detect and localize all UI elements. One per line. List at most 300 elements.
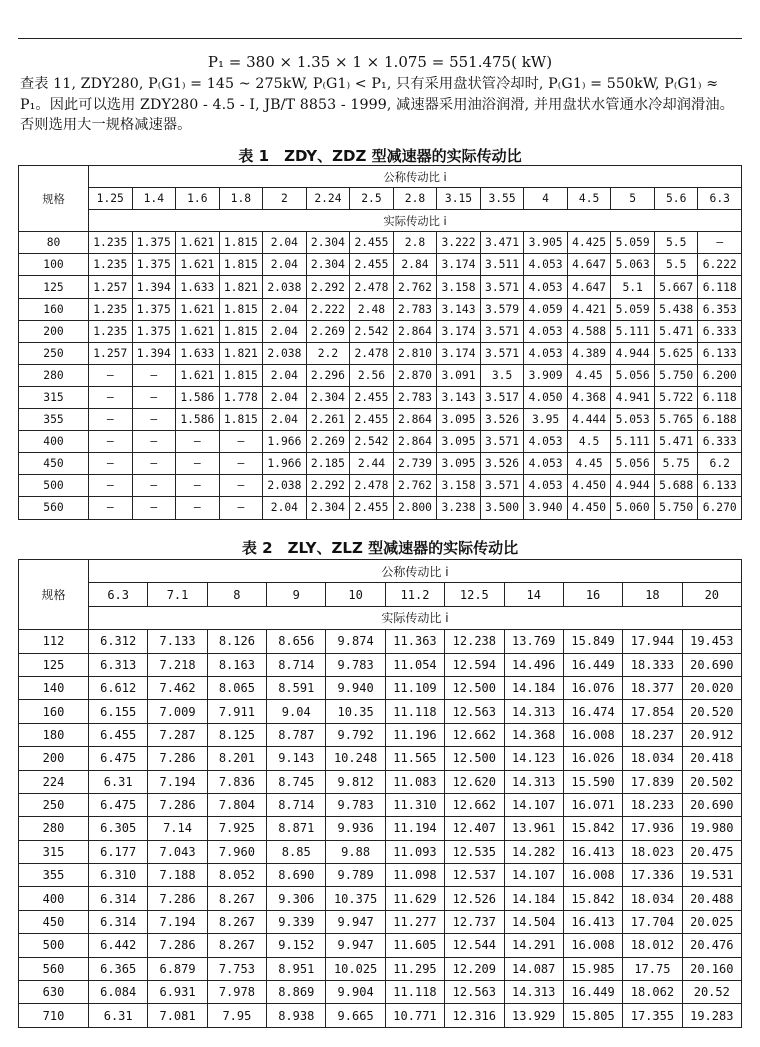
actual-ratio-cell: 8.690 xyxy=(267,864,326,887)
table-row xyxy=(19,386,742,408)
table-row xyxy=(19,653,742,676)
actual-ratio-cell: 12.526 xyxy=(445,887,504,910)
table-row xyxy=(19,723,742,746)
actual-ratio-cell: 16.413 xyxy=(563,910,622,933)
table-row xyxy=(19,453,742,475)
actual-ratio-cell: 6.314 xyxy=(89,887,148,910)
actual-ratio-cell: 12.594 xyxy=(445,653,504,676)
actual-ratio-cell: 6.475 xyxy=(89,747,148,770)
actual-ratio-cell: 2.870 xyxy=(393,364,437,386)
actual-ratio-cell: 2.478 xyxy=(350,475,394,497)
actual-ratio-cell: 7.194 xyxy=(148,910,207,933)
spec-cell: 710 xyxy=(19,1004,89,1027)
actual-ratio-cell: 17.75 xyxy=(623,957,682,980)
actual-ratio-cell: 16.008 xyxy=(563,864,622,887)
actual-ratio-cell: 14.107 xyxy=(504,864,563,887)
actual-ratio-cell: 16.076 xyxy=(563,676,622,699)
actual-ratio-cell: 1.235 xyxy=(89,232,133,254)
actual-ratio-cell: 2.478 xyxy=(350,276,394,298)
actual-ratio-cell: 2.455 xyxy=(350,386,394,408)
actual-ratio-cell: 2.84 xyxy=(393,254,437,276)
table-row xyxy=(19,497,742,519)
actual-ratio-cell: 4.425 xyxy=(567,232,611,254)
spec-cell: 500 xyxy=(19,934,89,957)
actual-ratio-cell: 13.929 xyxy=(504,1004,563,1027)
actual-ratio-cell: 5.056 xyxy=(611,453,655,475)
actual-ratio-cell: 8.745 xyxy=(267,770,326,793)
table-row xyxy=(19,981,742,1004)
actual-ratio-cell: 1.621 xyxy=(176,298,220,320)
actual-ratio-cell: 5.111 xyxy=(611,320,655,342)
table-row xyxy=(19,364,742,386)
actual-ratio-cell: 7.978 xyxy=(207,981,266,1004)
actual-ratio-cell: 3.571 xyxy=(480,276,524,298)
actual-ratio-cell: 14.313 xyxy=(504,700,563,723)
spec-cell: 180 xyxy=(19,723,89,746)
actual-ratio-cell: 4.053 xyxy=(524,254,568,276)
table-row xyxy=(19,676,742,699)
actual-ratio-cell: 6.133 xyxy=(698,475,742,497)
nominal-values-row xyxy=(19,583,742,606)
actual-ratio-cell: 7.009 xyxy=(148,700,207,723)
spec-cell: 280 xyxy=(19,364,89,386)
actual-ratio-cell: 1.375 xyxy=(132,298,176,320)
actual-ratio-cell: 2.296 xyxy=(306,364,350,386)
actual-ratio-cell: 4.444 xyxy=(567,409,611,431)
actual-ratio-cell: — xyxy=(219,453,263,475)
actual-ratio-cell: 9.88 xyxy=(326,840,385,863)
actual-ratio-cell: 3.095 xyxy=(437,431,481,453)
actual-ratio-cell: 3.158 xyxy=(437,475,481,497)
actual-ratio-cell: 4.450 xyxy=(567,497,611,519)
nominal-ratio-cell: 3.15 xyxy=(437,188,481,210)
nominal-ratio-cell: 7.1 xyxy=(148,583,207,606)
actual-ratio-cell: 3.571 xyxy=(480,320,524,342)
actual-ratio-cell: 9.812 xyxy=(326,770,385,793)
nominal-ratio-cell: 18 xyxy=(623,583,682,606)
actual-ratio-cell: 11.295 xyxy=(385,957,444,980)
top-rule xyxy=(18,38,742,39)
actual-ratio-cell: 18.034 xyxy=(623,747,682,770)
actual-ratio-cell: 17.944 xyxy=(623,630,682,653)
actual-ratio-cell: 5.063 xyxy=(611,254,655,276)
actual-ratio-cell: 1.235 xyxy=(89,254,133,276)
actual-ratio-cell: 19.283 xyxy=(682,1004,741,1027)
actual-ratio-cell: 4.588 xyxy=(567,320,611,342)
actual-ratio-cell: 12.563 xyxy=(445,700,504,723)
actual-ratio-cell: 1.633 xyxy=(176,342,220,364)
actual-ratio-cell: 8.871 xyxy=(267,817,326,840)
header-row-nominal xyxy=(19,166,742,188)
header-row-nominal xyxy=(19,560,742,583)
actual-ratio-cell: 4.944 xyxy=(611,342,655,364)
nominal-ratio-cell: 1.8 xyxy=(219,188,263,210)
actual-ratio-cell: 2.261 xyxy=(306,409,350,431)
actual-ratio-cell: 10.771 xyxy=(385,1004,444,1027)
actual-ratio-cell: — xyxy=(219,431,263,453)
actual-ratio-cell: 2.304 xyxy=(306,254,350,276)
nominal-ratio-cell: 9 xyxy=(267,583,326,606)
nominal-ratio-cell: 20 xyxy=(682,583,741,606)
spec-cell: 112 xyxy=(19,630,89,653)
actual-ratio-cell: 8.163 xyxy=(207,653,266,676)
actual-ratio-cell: 1.821 xyxy=(219,342,263,364)
table1-zdy-zdz-ratios xyxy=(18,165,742,520)
actual-ratio-cell: 9.874 xyxy=(326,630,385,653)
actual-ratio-cell: 6.2 xyxy=(698,453,742,475)
actual-ratio-cell: 3.500 xyxy=(480,497,524,519)
spec-cell: 400 xyxy=(19,431,89,453)
spec-cell: 400 xyxy=(19,887,89,910)
actual-ratio-cell: 3.143 xyxy=(437,386,481,408)
actual-ratio-cell: 10.35 xyxy=(326,700,385,723)
actual-ratio-cell: 12.620 xyxy=(445,770,504,793)
table-row xyxy=(19,276,742,298)
spec-cell: 560 xyxy=(19,497,89,519)
actual-ratio-cell: 5.750 xyxy=(654,364,698,386)
actual-ratio-cell: 2.478 xyxy=(350,342,394,364)
actual-ratio-cell: 7.836 xyxy=(207,770,266,793)
nominal-ratio-cell: 4 xyxy=(524,188,568,210)
table2-caption: 表 2 ZLY、ZLZ 型减速器的实际传动比 xyxy=(241,539,519,557)
actual-ratio-cell: 6.455 xyxy=(89,723,148,746)
actual-ratio-cell: 7.960 xyxy=(207,840,266,863)
actual-ratio-cell: 2.304 xyxy=(306,386,350,408)
nominal-ratio-cell: 16 xyxy=(563,583,622,606)
actual-ratio-cell: — xyxy=(176,475,220,497)
actual-ratio-cell: 18.062 xyxy=(623,981,682,1004)
spec-header: 规格 xyxy=(19,166,89,232)
actual-ratio-cell: 2.56 xyxy=(350,364,394,386)
spec-header: 规格 xyxy=(19,560,89,630)
actual-ratio-cell: 3.471 xyxy=(480,232,524,254)
actual-ratio-cell: 6.353 xyxy=(698,298,742,320)
actual-ratio-cell: 14.123 xyxy=(504,747,563,770)
table-row xyxy=(19,793,742,816)
table-row xyxy=(19,298,742,320)
actual-ratio-cell: 1.633 xyxy=(176,276,220,298)
actual-ratio-cell: 2.292 xyxy=(306,475,350,497)
actual-ratio-cell: 6.118 xyxy=(698,276,742,298)
actual-ratio-cell: 2.038 xyxy=(263,276,307,298)
actual-ratio-cell: 3.517 xyxy=(480,386,524,408)
spec-cell: 224 xyxy=(19,770,89,793)
actual-ratio-cell: 5.060 xyxy=(611,497,655,519)
body-paragraph: 查表 11, ZDY280, P₍G1₎ = 145 ~ 275kW, P₍G1₎ < P₁, 只有采用盘状管冷却时, P₍G1₎ = 550kW, P₍G1₎ ≈ P₁。因此可以选用 ZDY280 - 4.5 - Ⅰ, JB/T 8853 - 1999, 减速器采用油浴润滑, 并用盘状水管通水冷却润滑油。否则选用大一规格减速器。 xyxy=(20,76,734,133)
actual-ratio-cell: 7.043 xyxy=(148,840,207,863)
actual-ratio-cell: 16.008 xyxy=(563,723,622,746)
actual-ratio-cell: 12.238 xyxy=(445,630,504,653)
table-row xyxy=(19,431,742,453)
actual-ratio-cell: 6.155 xyxy=(89,700,148,723)
actual-ratio-cell: 6.133 xyxy=(698,342,742,364)
actual-ratio-cell: 8.267 xyxy=(207,910,266,933)
actual-ratio-cell: 8.052 xyxy=(207,864,266,887)
actual-ratio-cell: 5.765 xyxy=(654,409,698,431)
actual-ratio-cell: 1.966 xyxy=(263,453,307,475)
actual-ratio-cell: — xyxy=(698,232,742,254)
spec-cell: 355 xyxy=(19,409,89,431)
actual-ratio-cell: 18.333 xyxy=(623,653,682,676)
actual-ratio-cell: 1.621 xyxy=(176,320,220,342)
table-row xyxy=(19,910,742,933)
spec-cell: 100 xyxy=(19,254,89,276)
actual-ratio-cell: 11.109 xyxy=(385,676,444,699)
actual-ratio-cell: — xyxy=(176,431,220,453)
spec-cell: 80 xyxy=(19,232,89,254)
actual-ratio-cell: 7.753 xyxy=(207,957,266,980)
spec-cell: 630 xyxy=(19,981,89,1004)
actual-ratio-cell: 5.625 xyxy=(654,342,698,364)
actual-ratio-cell: 19.453 xyxy=(682,630,741,653)
actual-ratio-cell: 16.413 xyxy=(563,840,622,863)
actual-ratio-cell: 2.04 xyxy=(263,386,307,408)
actual-ratio-cell: 14.496 xyxy=(504,653,563,676)
nominal-ratio-cell: 11.2 xyxy=(385,583,444,606)
spec-cell: 200 xyxy=(19,747,89,770)
actual-ratio-cell: 7.462 xyxy=(148,676,207,699)
actual-ratio-cell: 2.04 xyxy=(263,298,307,320)
actual-ratio-cell: 8.714 xyxy=(267,653,326,676)
actual-ratio-cell: 3.238 xyxy=(437,497,481,519)
actual-ratio-cell: 9.904 xyxy=(326,981,385,1004)
actual-ratio-cell: 12.537 xyxy=(445,864,504,887)
actual-ratio-cell: 20.502 xyxy=(682,770,741,793)
actual-ratio-cell: 15.805 xyxy=(563,1004,622,1027)
actual-ratio-cell: 7.194 xyxy=(148,770,207,793)
actual-ratio-cell: 7.286 xyxy=(148,747,207,770)
actual-ratio-cell: 14.107 xyxy=(504,793,563,816)
actual-ratio-cell: 6.365 xyxy=(89,957,148,980)
actual-ratio-cell: 1.966 xyxy=(263,431,307,453)
actual-ratio-cell: 2.8 xyxy=(393,232,437,254)
actual-ratio-cell: 11.194 xyxy=(385,817,444,840)
nominal-ratio-cell: 5 xyxy=(611,188,655,210)
actual-ratio-cell: 2.455 xyxy=(350,232,394,254)
actual-ratio-cell: 3.571 xyxy=(480,342,524,364)
actual-ratio-cell: 5.438 xyxy=(654,298,698,320)
actual-ratio-cell: 2.739 xyxy=(393,453,437,475)
actual-ratio-cell: 2.810 xyxy=(393,342,437,364)
spec-cell: 280 xyxy=(19,817,89,840)
table2-zly-zlz-ratios xyxy=(18,559,742,1028)
actual-ratio-cell: 6.084 xyxy=(89,981,148,1004)
actual-ratio-cell: 3.174 xyxy=(437,342,481,364)
actual-ratio-cell: 7.925 xyxy=(207,817,266,840)
actual-ratio-cell: 5.667 xyxy=(654,276,698,298)
actual-ratio-cell: 7.804 xyxy=(207,793,266,816)
actual-ratio-cell: 3.909 xyxy=(524,364,568,386)
actual-ratio-cell: — xyxy=(89,364,133,386)
header-row-actual xyxy=(19,210,742,232)
table-row xyxy=(19,840,742,863)
actual-ratio-cell: 12.662 xyxy=(445,723,504,746)
actual-ratio-cell: 20.912 xyxy=(682,723,741,746)
actual-ratio-cell: 3.222 xyxy=(437,232,481,254)
table-row xyxy=(19,475,742,497)
actual-ratio-cell: — xyxy=(132,386,176,408)
actual-ratio-cell: 2.864 xyxy=(393,320,437,342)
table-row xyxy=(19,630,742,653)
actual-ratio-cell: 20.520 xyxy=(682,700,741,723)
actual-ratio-cell: — xyxy=(219,497,263,519)
actual-ratio-cell: 16.008 xyxy=(563,934,622,957)
actual-ratio-cell: 9.940 xyxy=(326,676,385,699)
actual-ratio-cell: 9.947 xyxy=(326,934,385,957)
actual-ratio-cell: 11.098 xyxy=(385,864,444,887)
actual-ratio-cell: 2.455 xyxy=(350,409,394,431)
actual-ratio-cell: 2.800 xyxy=(393,497,437,519)
actual-ratio-cell: 18.023 xyxy=(623,840,682,863)
actual-ratio-cell: — xyxy=(89,431,133,453)
actual-ratio-cell: 4.053 xyxy=(524,475,568,497)
nominal-ratio-cell: 6.3 xyxy=(89,583,148,606)
actual-ratio-cell: 5.750 xyxy=(654,497,698,519)
actual-ratio-cell: 1.815 xyxy=(219,320,263,342)
actual-ratio-cell: 18.034 xyxy=(623,887,682,910)
actual-ratio-cell: 6.313 xyxy=(89,653,148,676)
actual-ratio-cell: — xyxy=(132,431,176,453)
actual-ratio-cell: 2.04 xyxy=(263,409,307,431)
actual-ratio-cell: 7.14 xyxy=(148,817,207,840)
actual-ratio-cell: 17.355 xyxy=(623,1004,682,1027)
actual-ratio-cell: 8.591 xyxy=(267,676,326,699)
actual-ratio-cell: 1.815 xyxy=(219,254,263,276)
actual-ratio-cell: 14.184 xyxy=(504,887,563,910)
actual-ratio-cell: 11.054 xyxy=(385,653,444,676)
actual-ratio-cell: 15.590 xyxy=(563,770,622,793)
actual-ratio-cell: 2.304 xyxy=(306,497,350,519)
nominal-ratio-cell: 10 xyxy=(326,583,385,606)
actual-ratio-cell: 18.377 xyxy=(623,676,682,699)
actual-ratio-cell: 2.292 xyxy=(306,276,350,298)
actual-ratio-header: 实际传动比 i xyxy=(89,210,742,232)
actual-ratio-cell: 8.125 xyxy=(207,723,266,746)
actual-ratio-cell: 2.783 xyxy=(393,386,437,408)
actual-ratio-cell: — xyxy=(132,497,176,519)
table-row xyxy=(19,817,742,840)
actual-ratio-cell: 9.783 xyxy=(326,793,385,816)
actual-ratio-cell: 2.038 xyxy=(263,475,307,497)
actual-ratio-cell: 17.336 xyxy=(623,864,682,887)
actual-ratio-cell: 8.126 xyxy=(207,630,266,653)
actual-ratio-cell: 12.209 xyxy=(445,957,504,980)
nominal-ratio-cell: 3.55 xyxy=(480,188,524,210)
actual-ratio-cell: — xyxy=(176,497,220,519)
actual-ratio-cell: 16.449 xyxy=(563,653,622,676)
actual-ratio-cell: 6.312 xyxy=(89,630,148,653)
spec-cell: 140 xyxy=(19,676,89,699)
actual-ratio-cell: 2.762 xyxy=(393,276,437,298)
actual-ratio-cell: 6.310 xyxy=(89,864,148,887)
actual-ratio-cell: — xyxy=(89,386,133,408)
actual-ratio-cell: — xyxy=(132,453,176,475)
actual-ratio-cell: 3.940 xyxy=(524,497,568,519)
actual-ratio-cell: 11.118 xyxy=(385,981,444,1004)
actual-ratio-cell: 17.839 xyxy=(623,770,682,793)
actual-ratio-cell: 5.688 xyxy=(654,475,698,497)
actual-ratio-cell: 9.936 xyxy=(326,817,385,840)
actual-ratio-cell: 6.188 xyxy=(698,409,742,431)
table-row xyxy=(19,700,742,723)
actual-ratio-cell: 1.815 xyxy=(219,364,263,386)
actual-ratio-cell: 8.869 xyxy=(267,981,326,1004)
actual-ratio-cell: 1.621 xyxy=(176,254,220,276)
actual-ratio-cell: 3.905 xyxy=(524,232,568,254)
actual-ratio-cell: 6.475 xyxy=(89,793,148,816)
spec-cell: 125 xyxy=(19,653,89,676)
actual-ratio-cell: 13.961 xyxy=(504,817,563,840)
actual-ratio-cell: 3.579 xyxy=(480,298,524,320)
actual-ratio-cell: 9.306 xyxy=(267,887,326,910)
actual-ratio-cell: 5.5 xyxy=(654,232,698,254)
actual-ratio-cell: 1.821 xyxy=(219,276,263,298)
actual-ratio-cell: 1.778 xyxy=(219,386,263,408)
actual-ratio-cell: 5.75 xyxy=(654,453,698,475)
actual-ratio-cell: — xyxy=(132,475,176,497)
actual-ratio-cell: 12.544 xyxy=(445,934,504,957)
actual-ratio-cell: 5.053 xyxy=(611,409,655,431)
actual-ratio-cell: 4.45 xyxy=(567,364,611,386)
header-row-actual xyxy=(19,606,742,629)
table-row xyxy=(19,409,742,431)
actual-ratio-cell: 17.854 xyxy=(623,700,682,723)
actual-ratio-cell: 3.091 xyxy=(437,364,481,386)
actual-ratio-cell: 3.158 xyxy=(437,276,481,298)
actual-ratio-cell: 1.375 xyxy=(132,254,176,276)
actual-ratio-cell: 8.951 xyxy=(267,957,326,980)
table-row xyxy=(19,770,742,793)
actual-ratio-cell: 1.621 xyxy=(176,232,220,254)
actual-ratio-cell: 20.52 xyxy=(682,981,741,1004)
actual-ratio-cell: 10.248 xyxy=(326,747,385,770)
actual-ratio-cell: 11.093 xyxy=(385,840,444,863)
actual-ratio-cell: 3.571 xyxy=(480,431,524,453)
actual-ratio-cell: 2.864 xyxy=(393,431,437,453)
actual-ratio-cell: 3.511 xyxy=(480,254,524,276)
actual-ratio-cell: 8.714 xyxy=(267,793,326,816)
actual-ratio-cell: 8.065 xyxy=(207,676,266,699)
actual-ratio-cell: 9.04 xyxy=(267,700,326,723)
actual-ratio-cell: 3.95 xyxy=(524,409,568,431)
actual-ratio-cell: 7.188 xyxy=(148,864,207,887)
actual-ratio-cell: 14.087 xyxy=(504,957,563,980)
actual-ratio-cell: — xyxy=(219,475,263,497)
actual-ratio-cell: 9.665 xyxy=(326,1004,385,1027)
actual-ratio-cell: 4.647 xyxy=(567,276,611,298)
actual-ratio-cell: 6.200 xyxy=(698,364,742,386)
actual-ratio-cell: 2.04 xyxy=(263,364,307,386)
actual-ratio-cell: 18.237 xyxy=(623,723,682,746)
actual-ratio-cell: 5.722 xyxy=(654,386,698,408)
table-row xyxy=(19,1004,742,1027)
actual-ratio-cell: — xyxy=(89,453,133,475)
spec-cell: 125 xyxy=(19,276,89,298)
actual-ratio-cell: 7.286 xyxy=(148,793,207,816)
actual-ratio-cell: 5.111 xyxy=(611,431,655,453)
power-formula: P₁ = 380 × 1.35 × 1 × 1.075 = 551.475( kW) xyxy=(207,53,553,71)
actual-ratio-cell: 1.235 xyxy=(89,298,133,320)
actual-ratio-cell: 14.504 xyxy=(504,910,563,933)
spec-cell: 355 xyxy=(19,864,89,887)
actual-ratio-cell: 10.025 xyxy=(326,957,385,980)
actual-ratio-cell: 4.053 xyxy=(524,431,568,453)
actual-ratio-cell: 6.31 xyxy=(89,770,148,793)
actual-ratio-cell: 1.586 xyxy=(176,409,220,431)
actual-ratio-cell: 1.586 xyxy=(176,386,220,408)
actual-ratio-cell: 7.081 xyxy=(148,1004,207,1027)
actual-ratio-cell: — xyxy=(89,475,133,497)
